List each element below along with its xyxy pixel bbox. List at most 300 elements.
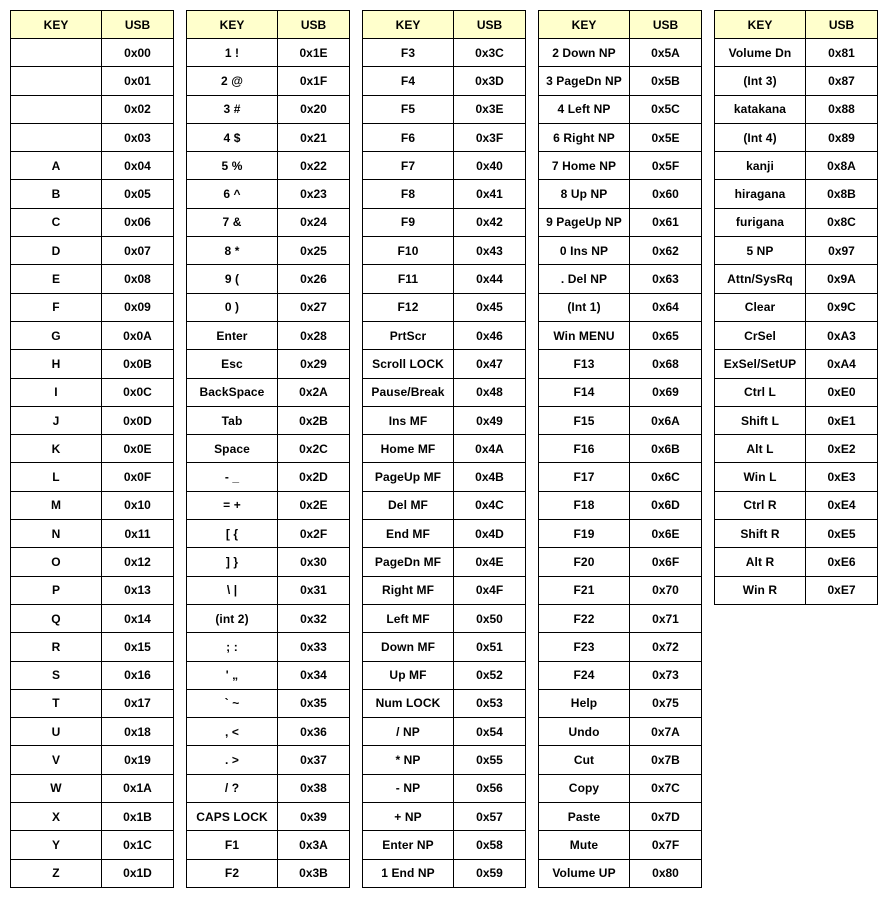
- key-name-cell: 9 PageUp NP: [539, 208, 630, 236]
- table-row: [187, 123, 350, 151]
- table-row: [187, 859, 350, 887]
- table-row: [187, 718, 350, 746]
- usb-code-cell: 0x28: [278, 321, 350, 349]
- key-name-cell: F6: [363, 123, 454, 151]
- usb-code-cell: 0x68: [630, 350, 702, 378]
- usb-code-cell: 0x87: [806, 67, 878, 95]
- usb-code-cell: 0x88: [806, 95, 878, 123]
- table-row: [11, 774, 174, 802]
- usb-code-cell: 0x37: [278, 746, 350, 774]
- key-column-header: KEY: [11, 11, 102, 39]
- usb-code-cell: 0x61: [630, 208, 702, 236]
- key-name-cell: = +: [187, 491, 278, 519]
- key-name-cell: F20: [539, 548, 630, 576]
- usb-code-cell: 0x80: [630, 859, 702, 887]
- usb-code-cell: 0x42: [454, 208, 526, 236]
- table-row: [539, 831, 702, 859]
- usb-code-cell: 0xE3: [806, 463, 878, 491]
- usb-code-cell: 0x7B: [630, 746, 702, 774]
- usb-code-cell: 0x4C: [454, 491, 526, 519]
- table-header-row: [187, 11, 350, 39]
- key-name-cell: I: [11, 378, 102, 406]
- key-name-cell: 7 Home NP: [539, 152, 630, 180]
- usb-code-cell: 0x0A: [102, 321, 174, 349]
- table-row: [187, 378, 350, 406]
- usb-code-cell: 0x4D: [454, 520, 526, 548]
- table-row: [363, 774, 526, 802]
- usb-code-cell: 0x08: [102, 265, 174, 293]
- usb-code-cell: 0x58: [454, 831, 526, 859]
- table-row: [187, 746, 350, 774]
- usb-code-cell: 0x52: [454, 661, 526, 689]
- usb-code-cell: 0x23: [278, 180, 350, 208]
- table-row: [11, 378, 174, 406]
- usb-code-cell: 0x46: [454, 321, 526, 349]
- table-row: [11, 95, 174, 123]
- usb-code-cell: 0x72: [630, 633, 702, 661]
- usb-column-header: USB: [454, 11, 526, 39]
- table-row: [187, 321, 350, 349]
- key-name-cell: + NP: [363, 803, 454, 831]
- table-row: [539, 123, 702, 151]
- table-row: [715, 39, 878, 67]
- key-name-cell: Volume Dn: [715, 39, 806, 67]
- key-name-cell: ] }: [187, 548, 278, 576]
- usb-code-cell: 0x4F: [454, 576, 526, 604]
- usb-code-cell: 0x1A: [102, 774, 174, 802]
- key-name-cell: X: [11, 803, 102, 831]
- usb-code-cell: 0x8C: [806, 208, 878, 236]
- usb-code-cell: 0xE5: [806, 520, 878, 548]
- table-row: [11, 265, 174, 293]
- key-name-cell: T: [11, 689, 102, 717]
- key-name-cell: F14: [539, 378, 630, 406]
- usb-code-cell: 0x25: [278, 237, 350, 265]
- key-name-cell: F13: [539, 350, 630, 378]
- table-row: [187, 293, 350, 321]
- usb-column-header: USB: [278, 11, 350, 39]
- usb-code-cell: 0x16: [102, 661, 174, 689]
- table-row: [363, 237, 526, 265]
- key-name-cell: Volume UP: [539, 859, 630, 887]
- key-name-cell: Ins MF: [363, 406, 454, 434]
- key-name-cell: ; :: [187, 633, 278, 661]
- table-row: [11, 67, 174, 95]
- table-row: [539, 803, 702, 831]
- key-name-cell: R: [11, 633, 102, 661]
- usb-code-cell: 0x6B: [630, 435, 702, 463]
- key-name-cell: F: [11, 293, 102, 321]
- key-name-cell: F23: [539, 633, 630, 661]
- key-name-cell: N: [11, 520, 102, 548]
- key-name-cell: 0 Ins NP: [539, 237, 630, 265]
- key-name-cell: (Int 1): [539, 293, 630, 321]
- key-name-cell: 4 Left NP: [539, 95, 630, 123]
- table-row: [11, 689, 174, 717]
- table-row: [11, 463, 174, 491]
- usb-code-cell: 0x2C: [278, 435, 350, 463]
- key-name-cell: W: [11, 774, 102, 802]
- usb-code-cell: 0xE2: [806, 435, 878, 463]
- key-name-cell: M: [11, 491, 102, 519]
- table-row: [363, 123, 526, 151]
- usb-code-cell: 0x3B: [278, 859, 350, 887]
- usb-code-cell: 0x5F: [630, 152, 702, 180]
- key-column-header: KEY: [363, 11, 454, 39]
- key-name-cell: F21: [539, 576, 630, 604]
- key-name-cell: [11, 95, 102, 123]
- key-name-cell: (Int 4): [715, 123, 806, 151]
- key-name-cell: Undo: [539, 718, 630, 746]
- key-name-cell: Ctrl R: [715, 491, 806, 519]
- key-name-cell: F11: [363, 265, 454, 293]
- usb-code-cell: 0x1C: [102, 831, 174, 859]
- key-name-cell: H: [11, 350, 102, 378]
- table-row: [715, 95, 878, 123]
- usb-code-cell: 0x64: [630, 293, 702, 321]
- key-name-cell: B: [11, 180, 102, 208]
- table-row: [187, 491, 350, 519]
- table-row: [187, 576, 350, 604]
- table-row: [539, 661, 702, 689]
- table-row: [715, 463, 878, 491]
- usb-code-cell: 0x97: [806, 237, 878, 265]
- table-row: [363, 463, 526, 491]
- table-row: [11, 180, 174, 208]
- table-row: [187, 661, 350, 689]
- table-row: [187, 350, 350, 378]
- usb-code-cell: 0x50: [454, 604, 526, 632]
- table-row: [363, 321, 526, 349]
- table-row: [11, 548, 174, 576]
- table-row: [187, 237, 350, 265]
- usb-code-cell: 0x57: [454, 803, 526, 831]
- key-name-cell: 2 @: [187, 67, 278, 95]
- usb-code-cell: 0x19: [102, 746, 174, 774]
- key-name-cell: * NP: [363, 746, 454, 774]
- usb-code-cell: 0x3E: [454, 95, 526, 123]
- usb-code-cell: 0x3A: [278, 831, 350, 859]
- table-row: [539, 378, 702, 406]
- table-row: [11, 350, 174, 378]
- usb-code-cell: 0x0E: [102, 435, 174, 463]
- table-row: [363, 718, 526, 746]
- key-name-cell: PageDn MF: [363, 548, 454, 576]
- usb-code-cell: 0x20: [278, 95, 350, 123]
- table-row: [539, 350, 702, 378]
- key-name-cell: P: [11, 576, 102, 604]
- table-row: [11, 576, 174, 604]
- key-name-cell: Alt R: [715, 548, 806, 576]
- table-row: [363, 548, 526, 576]
- table-row: [539, 548, 702, 576]
- key-name-cell: F4: [363, 67, 454, 95]
- usb-code-cell: 0x04: [102, 152, 174, 180]
- key-name-cell: CrSel: [715, 321, 806, 349]
- table-row: [187, 406, 350, 434]
- key-name-cell: \ |: [187, 576, 278, 604]
- table-row: [539, 152, 702, 180]
- usb-code-cell: 0x1E: [278, 39, 350, 67]
- usb-code-cell: 0x43: [454, 237, 526, 265]
- key-name-cell: F17: [539, 463, 630, 491]
- usb-code-cell: 0x15: [102, 633, 174, 661]
- table-row: [363, 604, 526, 632]
- key-name-cell: 4 $: [187, 123, 278, 151]
- usb-code-cell: 0x2D: [278, 463, 350, 491]
- usb-code-cell: 0x6E: [630, 520, 702, 548]
- usb-code-cell: 0x7C: [630, 774, 702, 802]
- key-name-cell: CAPS LOCK: [187, 803, 278, 831]
- usb-code-cell: 0x70: [630, 576, 702, 604]
- usb-code-cell: 0xE0: [806, 378, 878, 406]
- key-name-cell: End MF: [363, 520, 454, 548]
- table-header-row: [715, 11, 878, 39]
- key-name-cell: Tab: [187, 406, 278, 434]
- table-row: [363, 293, 526, 321]
- usb-code-cell: 0x55: [454, 746, 526, 774]
- key-name-cell: O: [11, 548, 102, 576]
- usb-code-cell: 0x3D: [454, 67, 526, 95]
- key-name-cell: 3 #: [187, 95, 278, 123]
- key-name-cell: F3: [363, 39, 454, 67]
- usb-code-cell: 0x54: [454, 718, 526, 746]
- usb-code-cell: 0x49: [454, 406, 526, 434]
- usb-code-cell: 0x5B: [630, 67, 702, 95]
- usb-code-cell: 0x21: [278, 123, 350, 151]
- table-row: [715, 123, 878, 151]
- table-row: [539, 576, 702, 604]
- usb-code-cell: 0x9C: [806, 293, 878, 321]
- usb-code-cell: 0x6D: [630, 491, 702, 519]
- usb-code-cell: 0x44: [454, 265, 526, 293]
- table-row: [187, 265, 350, 293]
- key-name-cell: / ?: [187, 774, 278, 802]
- key-name-cell: 6 Right NP: [539, 123, 630, 151]
- table-row: [715, 180, 878, 208]
- usb-code-cell: 0x03: [102, 123, 174, 151]
- table-row: [715, 491, 878, 519]
- usb-code-cell: 0x1D: [102, 859, 174, 887]
- table-row: [363, 746, 526, 774]
- key-name-cell: Space: [187, 435, 278, 463]
- table-row: [363, 152, 526, 180]
- table-row: [11, 321, 174, 349]
- table-header-row: [539, 11, 702, 39]
- key-name-cell: Alt L: [715, 435, 806, 463]
- table-row: [187, 604, 350, 632]
- usb-code-cell: 0x7F: [630, 831, 702, 859]
- table-row: [715, 67, 878, 95]
- key-name-cell: V: [11, 746, 102, 774]
- key-name-cell: F1: [187, 831, 278, 859]
- usb-code-cell: 0x5A: [630, 39, 702, 67]
- table-row: [539, 95, 702, 123]
- key-name-cell: (int 2): [187, 604, 278, 632]
- key-name-cell: Clear: [715, 293, 806, 321]
- keycode-table-5: [714, 10, 878, 605]
- key-name-cell: 9 (: [187, 265, 278, 293]
- usb-code-cell: 0x6A: [630, 406, 702, 434]
- table-row: [539, 463, 702, 491]
- table-row: [363, 520, 526, 548]
- usb-code-cell: 0x0F: [102, 463, 174, 491]
- table-row: [363, 633, 526, 661]
- table-row: [11, 718, 174, 746]
- table-row: [11, 491, 174, 519]
- key-name-cell: Q: [11, 604, 102, 632]
- table-row: [187, 774, 350, 802]
- usb-code-cell: 0xE1: [806, 406, 878, 434]
- table-row: [715, 321, 878, 349]
- table-row: [11, 123, 174, 151]
- keycode-table-4: [538, 10, 702, 888]
- table-header-row: [363, 11, 526, 39]
- key-name-cell: 5 %: [187, 152, 278, 180]
- usb-code-cell: 0x12: [102, 548, 174, 576]
- usb-code-cell: 0x0D: [102, 406, 174, 434]
- usb-code-cell: 0x8A: [806, 152, 878, 180]
- key-name-cell: Shift R: [715, 520, 806, 548]
- usb-code-cell: 0x89: [806, 123, 878, 151]
- key-name-cell: 3 PageDn NP: [539, 67, 630, 95]
- key-name-cell: 0 ): [187, 293, 278, 321]
- key-name-cell: F19: [539, 520, 630, 548]
- usb-code-cell: 0x7D: [630, 803, 702, 831]
- key-name-cell: katakana: [715, 95, 806, 123]
- usb-code-cell: 0x32: [278, 604, 350, 632]
- usb-code-cell: 0x18: [102, 718, 174, 746]
- usb-code-cell: 0x62: [630, 237, 702, 265]
- table-row: [539, 67, 702, 95]
- usb-code-cell: 0x81: [806, 39, 878, 67]
- usb-code-cell: 0x24: [278, 208, 350, 236]
- table-row: [715, 520, 878, 548]
- usb-code-cell: 0x53: [454, 689, 526, 717]
- usb-code-cell: 0x27: [278, 293, 350, 321]
- key-name-cell: [11, 39, 102, 67]
- key-name-cell: G: [11, 321, 102, 349]
- key-name-cell: Shift L: [715, 406, 806, 434]
- usb-code-cell: 0x31: [278, 576, 350, 604]
- key-name-cell: [11, 123, 102, 151]
- table-row: [715, 152, 878, 180]
- table-row: [715, 548, 878, 576]
- table-row: [363, 435, 526, 463]
- usb-code-cell: 0x34: [278, 661, 350, 689]
- usb-code-cell: 0x2A: [278, 378, 350, 406]
- key-name-cell: Up MF: [363, 661, 454, 689]
- table-row: [539, 180, 702, 208]
- keycode-table-1: [10, 10, 174, 888]
- key-name-cell: F10: [363, 237, 454, 265]
- key-name-cell: Enter NP: [363, 831, 454, 859]
- usb-code-cell: 0x40: [454, 152, 526, 180]
- key-name-cell: ' „: [187, 661, 278, 689]
- key-name-cell: ExSel/SetUP: [715, 350, 806, 378]
- usb-code-cell: 0x13: [102, 576, 174, 604]
- key-name-cell: Down MF: [363, 633, 454, 661]
- usb-code-cell: 0x29: [278, 350, 350, 378]
- table-row: [539, 520, 702, 548]
- table-row: [11, 803, 174, 831]
- key-name-cell: 1 End NP: [363, 859, 454, 887]
- key-name-cell: K: [11, 435, 102, 463]
- table-row: [539, 237, 702, 265]
- usb-code-cell: 0x9A: [806, 265, 878, 293]
- usb-code-cell: 0x2F: [278, 520, 350, 548]
- key-name-cell: F15: [539, 406, 630, 434]
- key-name-cell: Paste: [539, 803, 630, 831]
- key-name-cell: Y: [11, 831, 102, 859]
- usb-code-cell: 0x7A: [630, 718, 702, 746]
- usb-code-cell: 0x30: [278, 548, 350, 576]
- table-row: [363, 378, 526, 406]
- table-row: [363, 95, 526, 123]
- table-row: [363, 661, 526, 689]
- table-row: [11, 661, 174, 689]
- table-row: [11, 293, 174, 321]
- usb-code-cell: 0x1B: [102, 803, 174, 831]
- key-name-cell: F7: [363, 152, 454, 180]
- usb-code-cell: 0x10: [102, 491, 174, 519]
- key-name-cell: Ctrl L: [715, 378, 806, 406]
- key-name-cell: Win L: [715, 463, 806, 491]
- table-row: [363, 831, 526, 859]
- table-row: [715, 378, 878, 406]
- usb-code-cell: 0x71: [630, 604, 702, 632]
- usb-code-cell: 0x63: [630, 265, 702, 293]
- key-name-cell: Win MENU: [539, 321, 630, 349]
- usb-code-cell: 0x39: [278, 803, 350, 831]
- table-row: [539, 293, 702, 321]
- table-header-row: [11, 11, 174, 39]
- key-name-cell: - NP: [363, 774, 454, 802]
- table-row: [187, 435, 350, 463]
- key-name-cell: hiragana: [715, 180, 806, 208]
- table-row: [539, 321, 702, 349]
- key-name-cell: PageUp MF: [363, 463, 454, 491]
- key-name-cell: . Del NP: [539, 265, 630, 293]
- usb-code-cell: 0x0C: [102, 378, 174, 406]
- table-row: [539, 208, 702, 236]
- key-name-cell: Attn/SysRq: [715, 265, 806, 293]
- key-name-cell: A: [11, 152, 102, 180]
- key-name-cell: F8: [363, 180, 454, 208]
- table-row: [715, 208, 878, 236]
- usb-code-cell: 0x17: [102, 689, 174, 717]
- table-row: [539, 774, 702, 802]
- key-name-cell: 1 !: [187, 39, 278, 67]
- key-name-cell: S: [11, 661, 102, 689]
- key-name-cell: . >: [187, 746, 278, 774]
- usb-column-header: USB: [630, 11, 702, 39]
- usb-code-cell: 0x06: [102, 208, 174, 236]
- key-name-cell: U: [11, 718, 102, 746]
- key-name-cell: Right MF: [363, 576, 454, 604]
- key-name-cell: furigana: [715, 208, 806, 236]
- usb-code-cell: 0xE4: [806, 491, 878, 519]
- key-name-cell: 5 NP: [715, 237, 806, 265]
- key-name-cell: F18: [539, 491, 630, 519]
- usb-code-cell: 0x51: [454, 633, 526, 661]
- usb-code-cell: 0x47: [454, 350, 526, 378]
- usb-code-cell: 0x07: [102, 237, 174, 265]
- usb-code-cell: 0x6C: [630, 463, 702, 491]
- key-name-cell: F5: [363, 95, 454, 123]
- usb-code-cell: 0x59: [454, 859, 526, 887]
- table-row: [187, 67, 350, 95]
